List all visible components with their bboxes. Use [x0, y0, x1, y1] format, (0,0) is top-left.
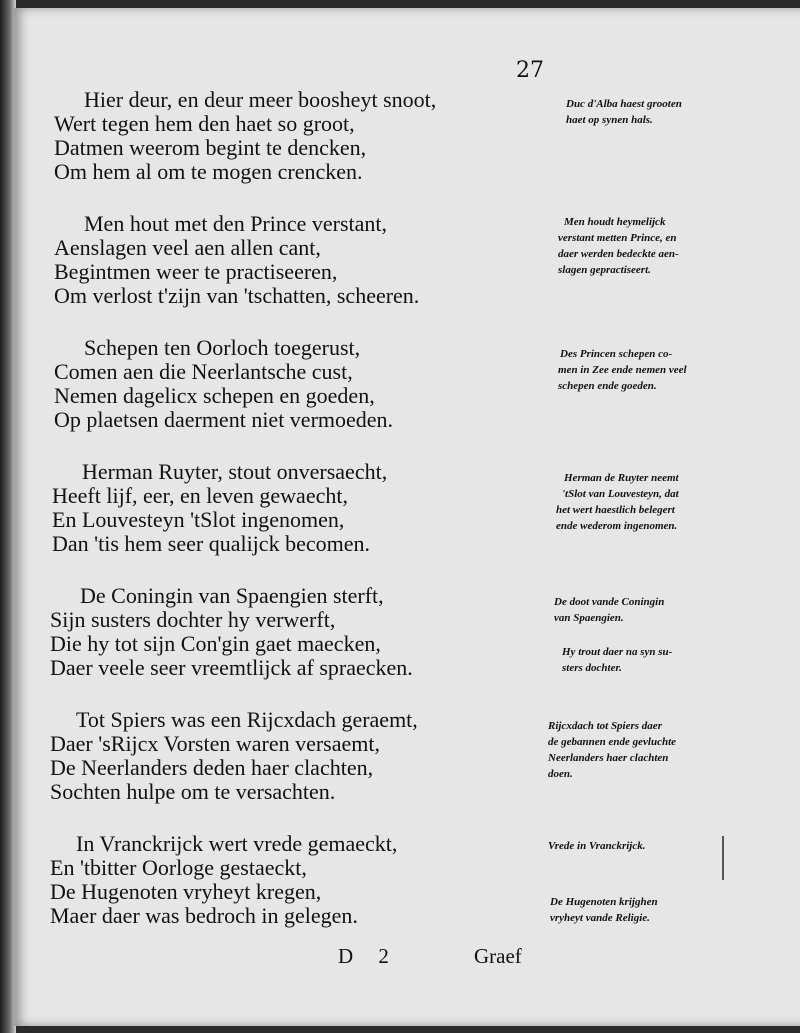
verse-line: En Louvesteyn 'tSlot ingenomen, — [52, 507, 345, 532]
verse-line: En 'tbitter Oorloge gestaeckt, — [50, 855, 307, 880]
verse-line: Tot Spiers was een Rijcxdach geraemt, — [76, 707, 418, 732]
note-line: verstant metten Prince, en — [558, 232, 677, 244]
note-line: daer werden bedeckte aen- — [558, 248, 679, 260]
margin-note — [548, 594, 708, 626]
verse-line: Herman Ruyter, stout onversaecht, — [82, 459, 388, 484]
margin-note — [548, 838, 708, 854]
verse-line: Comen aen die Neerlantsche cust, — [54, 359, 353, 384]
verse-line: Dan 'tis hem seer qualijck becomen. — [52, 531, 370, 556]
verse-line: De Hugenoten vryheyt kregen, — [50, 879, 322, 904]
stanza-2 — [50, 212, 530, 308]
note-line: haet op synen hals. — [566, 114, 653, 126]
note-line: De doot vande Coningin — [554, 596, 665, 608]
verse-line: Nemen dagelicx schepen en goeden, — [54, 383, 375, 408]
verse-line: Begintmen weer te practiseeren, — [54, 259, 338, 284]
stanza-1 — [50, 88, 530, 184]
note-line: Hy trout daer na syn su- — [562, 646, 673, 658]
stanza-7 — [50, 832, 530, 928]
stanza-4 — [50, 460, 530, 556]
margin-rule — [722, 836, 724, 880]
note-line: vryheyt vande Religie. — [550, 912, 650, 924]
margin-note — [548, 644, 708, 676]
note-line: men in Zee ende nemen veel — [558, 364, 687, 376]
show-through-text: ⠀ — [470, 202, 485, 224]
note-line: 'tSlot van Louvesteyn, dat — [562, 488, 679, 500]
verse-line: Hier deur, en deur meer boosheyt snoot, — [84, 87, 437, 112]
note-line: het wert haestlich belegert — [556, 504, 675, 516]
stanza-6 — [50, 708, 530, 804]
verse-line: Wert tegen hem den haet so groot, — [54, 111, 355, 136]
margin-note — [548, 470, 708, 534]
verse-line: Sochten hulpe om te versachten. — [50, 779, 336, 804]
verse-line: Om verlost t'zijn van 'tschatten, scheeren. — [54, 283, 420, 308]
verse-line: Sijn susters dochter hy verwerft, — [50, 607, 336, 632]
verse-line: Men hout met den Prince verstant, — [84, 211, 388, 236]
note-line: Herman de Ruyter neemt — [564, 472, 679, 484]
note-line: doen. — [548, 768, 573, 780]
note-line: van Spaengien. — [554, 612, 624, 624]
verse-line: De Coningin van Spaengien sterft, — [80, 583, 384, 608]
note-line: Neerlanders haer clachten — [548, 752, 669, 764]
verse-line: Maer daer was bedroch in gelegen. — [50, 903, 358, 928]
verse-line: Die hy tot sijn Con'gin gaet maecken, — [50, 631, 381, 656]
note-line: Men houdt heymelijck — [564, 216, 666, 228]
verse-line: Schepen ten Oorloch toegerust, — [84, 335, 361, 360]
verse-line: Om hem al om te mogen crencken. — [54, 159, 363, 184]
note-line: de gebannen ende gevluchte — [548, 736, 677, 748]
verse-line: Aenslagen veel aen allen cant, — [54, 235, 321, 260]
note-line: ende wederom ingenomen. — [556, 520, 678, 532]
verse-line: Daer veele seer vreemtlijck af spraecken. — [50, 655, 413, 680]
margin-note — [548, 346, 708, 394]
verse-line: Daer 'sRijcx Vorsten waren versaemt, — [50, 731, 380, 756]
note-line: Des Princen schepen co- — [560, 348, 673, 360]
catchword: Graef — [474, 944, 522, 968]
note-line: Rijcxdach tot Spiers daer — [548, 720, 662, 732]
page-number: 27 — [516, 58, 544, 83]
verse-line: In Vranckrijck wert vrede gemaeckt, — [76, 831, 398, 856]
verse-line: Datmen weerom begint te dencken, — [54, 135, 367, 160]
note-line: De Hugenoten krijghen — [550, 896, 658, 908]
stanza-3 — [50, 336, 530, 432]
note-line: slagen gepractiseert. — [558, 264, 651, 276]
verse-line: Heeft lijf, eer, en leven gewaecht, — [52, 483, 348, 508]
note-line: Vrede in Vranckrijck. — [548, 840, 646, 852]
margin-note — [548, 718, 708, 782]
verse-line: De Neerlanders deden haer clachten, — [50, 755, 374, 780]
verse-line: Op plaetsen daerment niet vermoeden. — [54, 407, 394, 432]
note-line: schepen ende goeden. — [558, 380, 657, 392]
printer-signature: D 2 — [338, 944, 399, 968]
margin-note — [548, 894, 708, 926]
stanza-5 — [50, 584, 530, 680]
margin-note — [548, 214, 708, 278]
margin-note — [548, 96, 708, 128]
note-line: sters dochter. — [562, 662, 622, 674]
note-line: Duc d'Alba haest grooten — [566, 98, 682, 110]
